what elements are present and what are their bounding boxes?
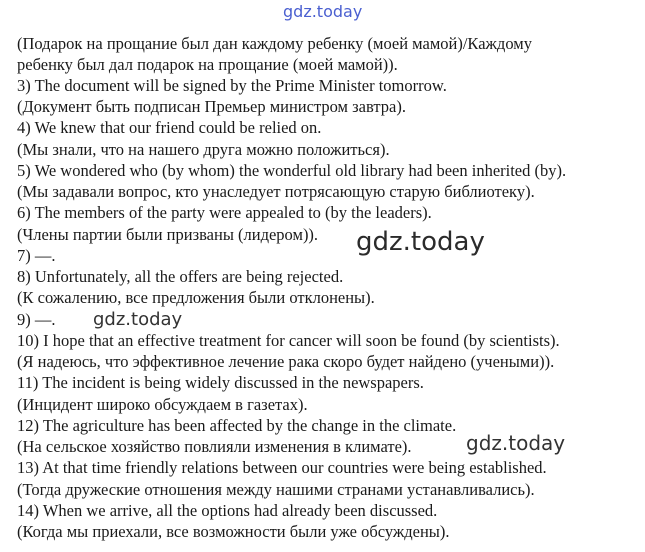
text-line-5: 4) We knew that our friend could be relied on. — [17, 118, 322, 137]
text-line-23: 14) When we arrive, all the options had already been discussed. — [17, 501, 438, 520]
watermark-mid-small: gdz.today — [93, 309, 183, 330]
text-line-3: 3) The document will be signed by the Prime Minister tomorrow. — [17, 76, 447, 95]
text-line-16: (Я надеюсь, что эффективное лечение рака скоро будет найдено (учеными)). — [17, 352, 555, 371]
text-line-6: (Мы знали, что на нашего друга можно положиться). — [17, 140, 390, 159]
text-line-18: (Инцидент широко обсуждаем в газетах). — [17, 395, 308, 414]
text-line-13: (К сожалению, все предложения были отклонены). — [17, 288, 375, 307]
text-line-24: (Когда мы приехали, все возможности были уже обсуждены). — [17, 522, 450, 541]
text-line-21: 13) At that time friendly relations between our countries were being established. — [17, 458, 547, 477]
text-line-19: 12) The agriculture has been affected by the change in the climate. — [17, 416, 457, 435]
text-line-15: 10) I hope that an effective treatment for cancer will soon be found (by scientists). — [17, 331, 560, 350]
text-line-22: (Тогда дружеские отношения между нашими странами устанавливались). — [17, 480, 535, 499]
text-line-17: 11) The incident is being widely discussed in the newspapers. — [17, 373, 424, 392]
text-line-8: (Мы задавали вопрос, кто унаследует потрясающую старую библиотеку). — [17, 182, 535, 201]
text-line-1: (Подарок на прощание был дан каждому ребенку (моей мамой)/Каждому — [17, 34, 532, 53]
text-line-10: (Члены партии были призваны (лидером)). — [17, 225, 319, 244]
text-line-9: 6) The members of the party were appealed to (by the leaders). — [17, 203, 432, 222]
text-line-2: ребенку был дал подарок на прощание (моей мамой)). — [17, 55, 398, 74]
text-line-20: (На сельское хозяйство повлияли изменения в климате). — [17, 437, 412, 456]
text-line-4: (Документ быть подписан Премьер министром завтра). — [17, 97, 406, 116]
watermark-top: gdz.today — [283, 2, 363, 21]
watermark-lower: gdz.today — [466, 431, 566, 455]
text-line-12: 8) Unfortunately, all the offers are being rejected. — [17, 267, 344, 286]
watermark-mid-large: gdz.today — [356, 227, 485, 257]
text-line-7: 5) We wondered who (by whom) the wonderful old library had been inherited (by). — [17, 161, 567, 180]
text-line-11: 7) —. — [17, 246, 56, 265]
text-line-14: 9) —. — [17, 310, 56, 329]
